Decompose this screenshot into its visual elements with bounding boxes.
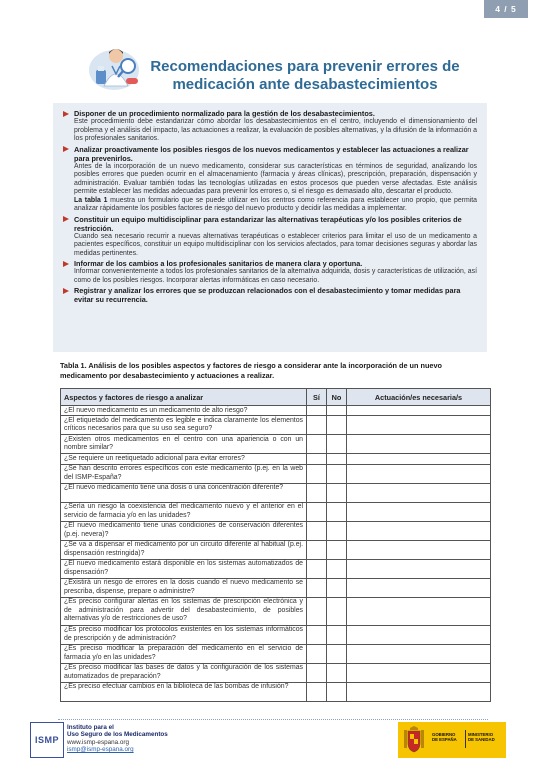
bullet-arrow-icon xyxy=(63,146,69,152)
table-row xyxy=(61,435,491,454)
actions-cell[interactable] xyxy=(347,435,491,454)
no-cell[interactable] xyxy=(327,416,347,435)
actions-cell[interactable] xyxy=(347,416,491,435)
table-row xyxy=(61,416,491,435)
recommendation-5 xyxy=(63,286,477,304)
header-yes: Sí xyxy=(307,389,327,406)
recommendation-text: Antes de la incorporación de un nuevo medicamento, considerar sus características en términos de seguridad, analizando los posibles errores que pueden ocurrir en el almacenamiento (farmacia y áreas clínicas), prescripción, preparación, dispensación y administración. Evaluar también todas las tecnologías utilizadas en estos procesos que pueden verse afectadas. Este análisis permite establecer las medidas adecuadas para prevenir los errores o, si el riesgo es demasiado alto, descartar el producto. xyxy=(74,162,477,195)
coat-of-arms-icon xyxy=(402,726,426,754)
risk-question: ¿Se requiere un reetiquetado adicional para evitar errores? xyxy=(61,454,307,464)
table-row xyxy=(61,464,491,483)
actions-cell[interactable] xyxy=(347,625,491,644)
recommendation-2 xyxy=(63,145,477,214)
recommendation-heading: Constituir un equipo multidisciplinar para estandarizar las alternativas terapéuticas y/o los posibles criterios de restricción. xyxy=(74,214,462,233)
table-row xyxy=(61,682,491,701)
risk-question: ¿Se han descrito errores específicos con este medicamento (p.ej. en la web del ISMP-España? xyxy=(61,464,307,483)
actions-cell[interactable] xyxy=(347,682,491,701)
table-row xyxy=(61,540,491,559)
table-body xyxy=(61,406,491,702)
actions-cell[interactable] xyxy=(347,521,491,540)
recommendation-3 xyxy=(63,215,477,259)
table-row xyxy=(61,521,491,540)
no-cell[interactable] xyxy=(327,502,347,521)
website-link[interactable]: www.ismp-espana.org xyxy=(67,738,129,746)
risk-question: ¿El nuevo medicamento tiene unas condiciones de conservación diferentes (p.ej. nevera)? xyxy=(61,521,307,540)
no-cell[interactable] xyxy=(327,464,347,483)
no-cell[interactable] xyxy=(327,625,347,644)
recommendation-1 xyxy=(63,109,477,144)
actions-cell[interactable] xyxy=(347,406,491,416)
yes-cell[interactable] xyxy=(307,540,327,559)
bullet-arrow-icon xyxy=(63,216,69,222)
no-cell[interactable] xyxy=(327,483,347,502)
table-caption: Tabla 1. Análisis de los posibles aspectos y factores de riesgo a considerar ante la incorporación de un nuevo medicamento por desabastecimiento y actuaciones a realizar. xyxy=(60,361,442,380)
government-label: GOBIERNO DE ESPAÑA xyxy=(432,732,457,743)
yes-cell[interactable] xyxy=(307,435,327,454)
table-row xyxy=(61,625,491,644)
yes-cell[interactable] xyxy=(307,464,327,483)
actions-cell[interactable] xyxy=(347,483,491,502)
no-cell[interactable] xyxy=(327,578,347,597)
header-aspects: Aspectos y factores de riesgo a analizar xyxy=(61,389,307,406)
yes-cell[interactable] xyxy=(307,416,327,435)
page-indicator: 4 / 5 xyxy=(484,0,528,18)
no-cell[interactable] xyxy=(327,435,347,454)
yes-cell[interactable] xyxy=(307,644,327,663)
institute-name-line1: Instituto para el xyxy=(67,724,114,731)
risk-question: ¿El nuevo medicamento tiene una dosis o una concentración diferente? xyxy=(61,483,307,502)
yes-cell[interactable] xyxy=(307,406,327,416)
no-cell[interactable] xyxy=(327,559,347,578)
actions-cell[interactable] xyxy=(347,464,491,483)
yes-cell[interactable] xyxy=(307,483,327,502)
recommendation-heading: Registrar y analizar los errores que se produzcan relacionados con el desabastecimiento y tomar medidas para evitar su recurrencia. xyxy=(74,286,461,304)
risk-question: ¿Existirá un riesgo de errores en la dosis cuando el nuevo medicamento se prescriba, dispense, prepare o administre? xyxy=(61,578,307,597)
table-row xyxy=(61,663,491,682)
table-row xyxy=(61,454,491,464)
recommendations-box xyxy=(53,103,487,352)
no-cell[interactable] xyxy=(327,682,347,701)
table-header-row xyxy=(61,389,491,406)
recommendation-text: Cuando sea necesario recurrir a nuevas alternativas terapéuticas o establecer criterios para limitar el uso de un medicamento a pacientes específicos, constituir un equipo multidisciplinar con los servicios afectados, para tomar decisiones seguras y abordar las medidas pertinentes. xyxy=(74,232,477,257)
no-cell[interactable] xyxy=(327,540,347,559)
recommendation-table-reference: La tabla 1 muestra un formulario que se puede utilizar en los centros como referencia para establecer uno propio, que permita analizar rápidamente los posibles factores de riesgo del nuevo producto y decidir las medidas a implementar. xyxy=(74,196,477,212)
risk-question: ¿Existen otros medicamentos en el centro con una apariencia o con un nombre similar? xyxy=(61,435,307,454)
table-row xyxy=(61,502,491,521)
table-row xyxy=(61,483,491,502)
yes-cell[interactable] xyxy=(307,578,327,597)
header-actions: Actuación/es necesaria/s xyxy=(347,389,491,406)
risk-question: ¿El nuevo medicamento estará disponible en los sistemas automatizados de dispensación? xyxy=(61,559,307,578)
ismp-logo: ISMP xyxy=(30,722,64,758)
email-link[interactable]: ismp@ismp-espana.org xyxy=(67,745,134,753)
table-row xyxy=(61,578,491,597)
footer-divider xyxy=(58,719,488,720)
actions-cell[interactable] xyxy=(347,597,491,625)
actions-cell[interactable] xyxy=(347,502,491,521)
yes-cell[interactable] xyxy=(307,502,327,521)
ministry-label: MINISTERIO DE SANIDAD xyxy=(468,732,495,743)
no-cell[interactable] xyxy=(327,454,347,464)
table-row xyxy=(61,406,491,416)
no-cell[interactable] xyxy=(327,597,347,625)
risk-question: ¿Se va a dispensar el medicamento por un circuito diferente al habitual (p.ej. dispensación restringida)? xyxy=(61,540,307,559)
risk-question: ¿Es preciso configurar alertas en los sistemas de prescripción electrónica y de administración para advertir del desabastecimiento, de posibles alternativas y/o de restricciones de uso? xyxy=(61,597,307,625)
recommendation-heading: Informar de los cambios a los profesionales sanitarios de manera clara y oportuna. xyxy=(74,259,363,268)
actions-cell[interactable] xyxy=(347,578,491,597)
recommendation-4 xyxy=(63,259,477,285)
no-cell[interactable] xyxy=(327,644,347,663)
risk-question: ¿Es preciso modificar las bases de datos y la configuración de los sistemas automatizados de preparación? xyxy=(61,663,307,682)
table-row xyxy=(61,644,491,663)
risk-question: ¿El etiquetado del medicamento es legible e indica claramente los elementos críticos necesarios para que su uso sea seguro? xyxy=(61,416,307,435)
yes-cell[interactable] xyxy=(307,682,327,701)
institute-info xyxy=(67,724,168,753)
yes-cell[interactable] xyxy=(307,559,327,578)
recommendation-heading: Disponer de un procedimiento normalizado para la gestión de los desabastecimientos. xyxy=(74,109,375,118)
yes-cell[interactable] xyxy=(307,454,327,464)
actions-cell[interactable] xyxy=(347,559,491,578)
recommendation-text: Informar convenientemente a todos los profesionales sanitarios de la alternativa adquirida, dosis y características de utilización, así como de los posibles riesgos. Incorporar alertas informáticas en caso necesario. xyxy=(74,268,477,284)
bullet-arrow-icon xyxy=(63,288,69,294)
risk-question: ¿Es preciso modificar los protocolos existentes en los sistemas informáticos de prescripción y de administración? xyxy=(61,625,307,644)
risk-factors-table xyxy=(60,388,491,702)
risk-question: ¿Es preciso efectuar cambios en la biblioteca de las bombas de infusión? xyxy=(61,682,307,701)
yes-cell[interactable] xyxy=(307,521,327,540)
no-cell[interactable] xyxy=(327,663,347,682)
actions-cell[interactable] xyxy=(347,540,491,559)
government-logo xyxy=(398,722,506,758)
table-row xyxy=(61,597,491,625)
actions-cell[interactable] xyxy=(347,644,491,663)
actions-cell[interactable] xyxy=(347,663,491,682)
page-title: Recomendaciones para prevenir errores de medicación ante desabastecimientos xyxy=(150,58,460,93)
doctor-magnifier-icon xyxy=(88,40,142,92)
no-cell[interactable] xyxy=(327,521,347,540)
recommendation-text: Este procedimiento debe estandarizar cómo abordar los desabastecimientos en el centro, incluyendo el dimensionamiento del problema y el análisis del impacto, las actuaciones a realizar, la evaluación de posibles alternativas, y la difusión de la información a los profesionales sanitarios. xyxy=(74,118,477,142)
actions-cell[interactable] xyxy=(347,454,491,464)
table-row xyxy=(61,559,491,578)
yes-cell[interactable] xyxy=(307,625,327,644)
bullet-arrow-icon xyxy=(63,111,69,117)
no-cell[interactable] xyxy=(327,406,347,416)
institute-name-line2: Uso Seguro de los Medicamentos xyxy=(67,731,168,739)
yes-cell[interactable] xyxy=(307,663,327,682)
yes-cell[interactable] xyxy=(307,597,327,625)
recommendation-heading: Analizar proactivamente los posibles riesgos de los nuevos medicamentos y establecer las actuaciones a realizar para prevenirlos. xyxy=(74,144,469,163)
risk-question: ¿Sería un riesgo la coexistencia del medicamento nuevo y el anterior en el servicio de farmacia y/o en las unidades? xyxy=(61,502,307,521)
bullet-arrow-icon xyxy=(63,261,69,267)
risk-question: ¿El nuevo medicamento es un medicamento de alto riesgo? xyxy=(61,406,307,416)
header-no: No xyxy=(327,389,347,406)
logo-separator xyxy=(465,730,466,748)
risk-question: ¿Es preciso modificar la preparación del medicamento en el servicio de farmacia y/o en las unidades? xyxy=(61,644,307,663)
